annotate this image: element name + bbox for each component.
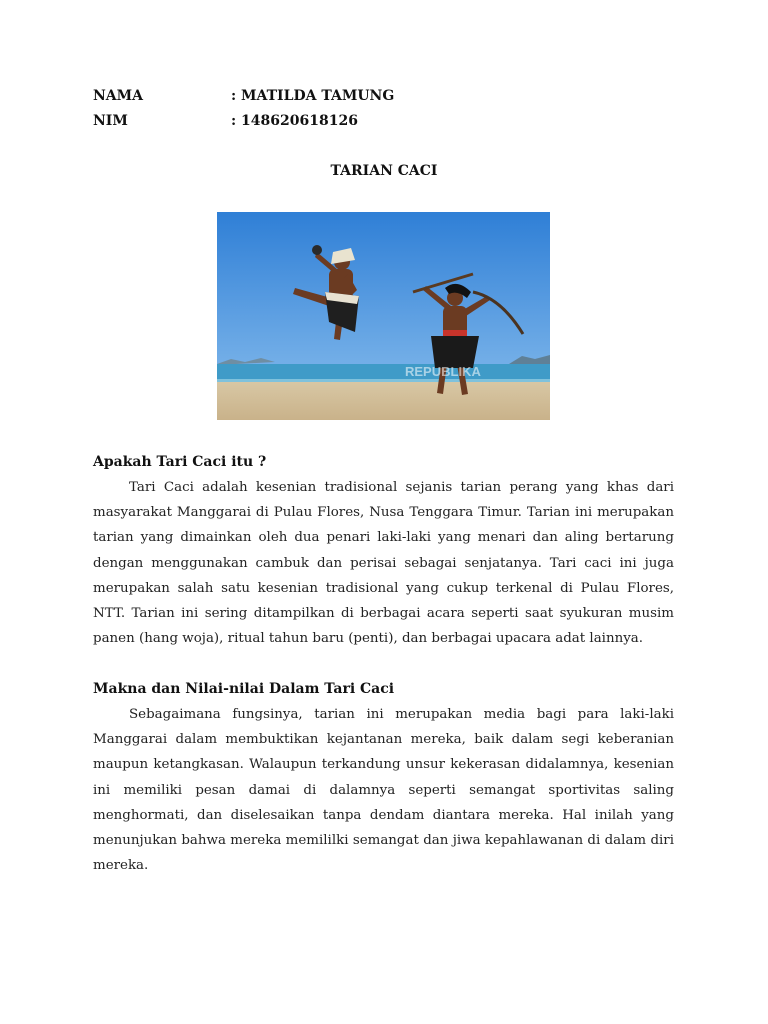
nama-value: : MATILDA TAMUNG: [231, 88, 395, 104]
section-paragraph: Sebagaimana fungsinya, tarian ini merupakan media bagi para laki-laki Manggarai dalam membuktikan kejantanan mereka, baik dalam segi keberanian maupun ketangkasan. Walaupun terkandung unsur kekerasan didalamnya, kesenian ini memiliki pesan damai di dalamnya seperti semangat sportivitas saling menghormati, dan diselesaikan tanpa dendam diantara mereka. Hal inilah yang menunjukan bahwa mereka memililki semangat dan jiwa kepahlawanan di dalam diri mereka.: [93, 707, 674, 874]
nim-label: NIM: [93, 113, 128, 129]
section-heading: Makna dan Nilai-nilai Dalam Tari Caci: [93, 681, 395, 697]
nim-row: [93, 113, 358, 129]
nim-value: : 148620618126: [231, 113, 358, 129]
page-title: TARIAN CACI: [330, 163, 438, 179]
nama-label: NAMA: [93, 88, 144, 104]
section-paragraph: Tari Caci adalah kesenian tradisional sejanis tarian perang yang khas dari masyarakat Manggarai di Pulau Flores, Nusa Tenggara Timur. Tarian ini merupakan tarian yang dimainkan oleh dua penari laki-laki yang menari dan aling bertarung dengan menggunakan cambuk dan perisai sebagai senjatanya. Tari caci ini juga merupakan salah satu kesenian tradisional yang cukup terkenal di Pulau Flores, NTT. Tarian ini sering ditampilkan di berbagai acara seperti saat syukuran musim panen (hang woja), ritual tahun baru (penti), dan berbagai upacara adat lainnya.: [93, 480, 674, 647]
caci-dance-photo: [217, 212, 550, 420]
section-heading: Apakah Tari Caci itu ?: [93, 454, 267, 470]
nama-row: [93, 88, 394, 104]
photo-watermark: REPUBLIKA: [405, 364, 481, 379]
